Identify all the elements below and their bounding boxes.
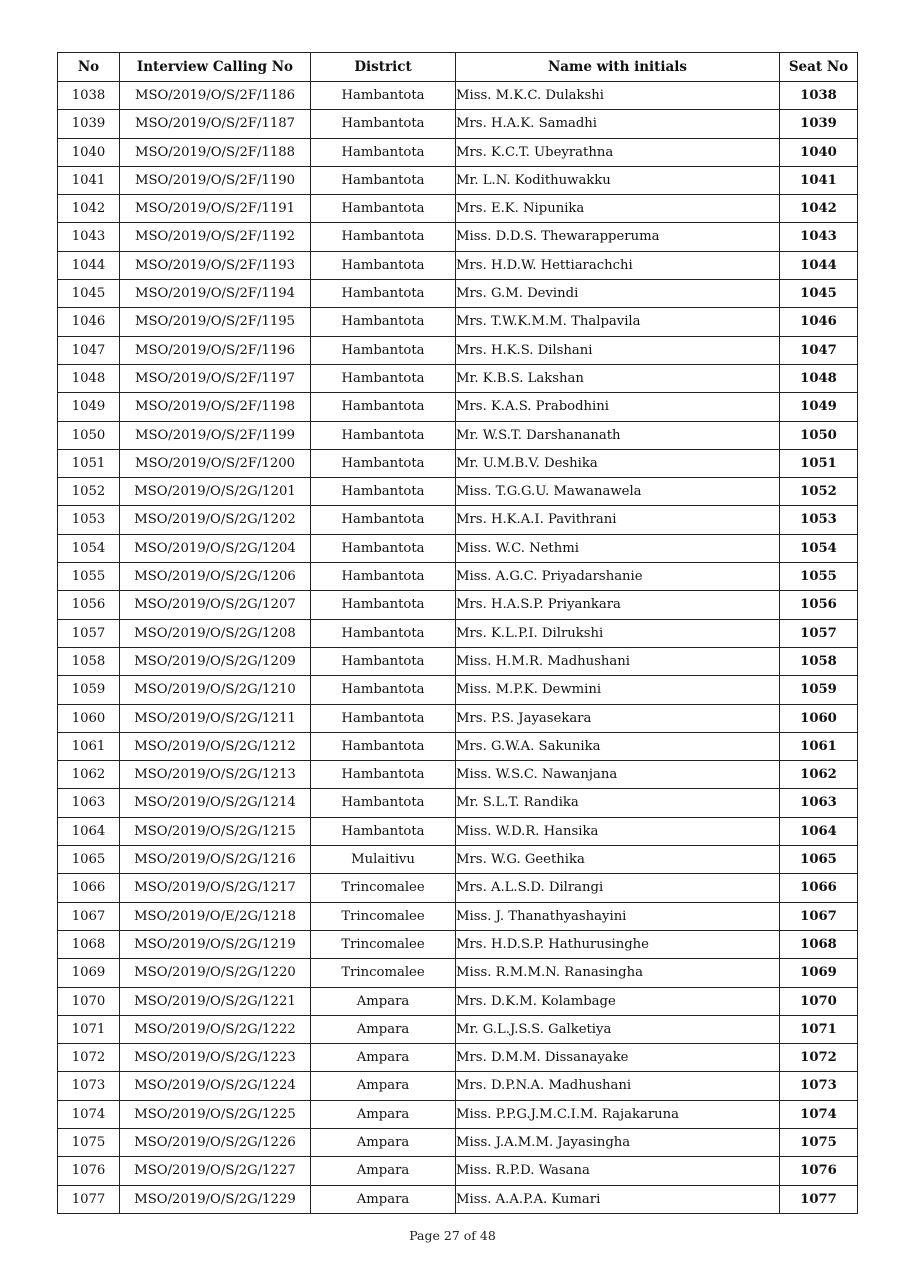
cell-no: 1041 xyxy=(58,166,120,194)
cell-name: Mrs. H.K.S. Dilshani xyxy=(456,336,780,364)
cell-district: Ampara xyxy=(311,987,456,1015)
cell-seat-no: 1059 xyxy=(780,676,858,704)
column-header-no: No xyxy=(58,53,120,82)
cell-district: Hambantota xyxy=(311,110,456,138)
table-row xyxy=(58,817,858,845)
cell-no: 1067 xyxy=(58,902,120,930)
cell-name: Mr. S.L.T. Randika xyxy=(456,789,780,817)
cell-district: Hambantota xyxy=(311,647,456,675)
cell-name: Mrs. K.C.T. Ubeyrathna xyxy=(456,138,780,166)
cell-seat-no: 1048 xyxy=(780,364,858,392)
cell-district: Hambantota xyxy=(311,534,456,562)
cell-no: 1068 xyxy=(58,930,120,958)
cell-name: Mr. G.L.J.S.S. Galketiya xyxy=(456,1015,780,1043)
cell-interview-calling-no: MSO/2019/O/S/2G/1212 xyxy=(120,732,311,760)
cell-name: Mrs. W.G. Geethika xyxy=(456,846,780,874)
cell-no: 1069 xyxy=(58,959,120,987)
cell-no: 1049 xyxy=(58,393,120,421)
cell-interview-calling-no: MSO/2019/O/S/2G/1222 xyxy=(120,1015,311,1043)
table-row xyxy=(58,789,858,817)
cell-no: 1062 xyxy=(58,761,120,789)
cell-no: 1063 xyxy=(58,789,120,817)
cell-district: Hambantota xyxy=(311,280,456,308)
cell-district: Hambantota xyxy=(311,478,456,506)
cell-interview-calling-no: MSO/2019/O/S/2F/1186 xyxy=(120,82,311,110)
cell-no: 1038 xyxy=(58,82,120,110)
cell-no: 1071 xyxy=(58,1015,120,1043)
cell-name: Mrs. K.L.P.I. Dilrukshi xyxy=(456,619,780,647)
interview-roster-table xyxy=(57,52,858,1214)
cell-no: 1055 xyxy=(58,563,120,591)
cell-name: Miss. R.M.M.N. Ranasingha xyxy=(456,959,780,987)
cell-district: Trincomalee xyxy=(311,959,456,987)
cell-interview-calling-no: MSO/2019/O/S/2F/1191 xyxy=(120,195,311,223)
cell-district: Ampara xyxy=(311,1044,456,1072)
cell-name: Miss. T.G.G.U. Mawanawela xyxy=(456,478,780,506)
cell-district: Hambantota xyxy=(311,82,456,110)
cell-name: Miss. P.P.G.J.M.C.I.M. Rajakaruna xyxy=(456,1100,780,1128)
cell-name: Mrs. H.A.S.P. Priyankara xyxy=(456,591,780,619)
cell-name: Mrs. H.K.A.I. Pavithrani xyxy=(456,506,780,534)
cell-name: Mrs. D.M.M. Dissanayake xyxy=(456,1044,780,1072)
cell-interview-calling-no: MSO/2019/O/S/2G/1210 xyxy=(120,676,311,704)
cell-no: 1077 xyxy=(58,1185,120,1213)
cell-interview-calling-no: MSO/2019/O/S/2G/1215 xyxy=(120,817,311,845)
cell-no: 1052 xyxy=(58,478,120,506)
cell-name: Miss. W.D.R. Hansika xyxy=(456,817,780,845)
cell-district: Hambantota xyxy=(311,506,456,534)
cell-district: Hambantota xyxy=(311,619,456,647)
table-row xyxy=(58,959,858,987)
cell-seat-no: 1060 xyxy=(780,704,858,732)
cell-seat-no: 1038 xyxy=(780,82,858,110)
cell-seat-no: 1041 xyxy=(780,166,858,194)
table-row xyxy=(58,534,858,562)
cell-district: Hambantota xyxy=(311,732,456,760)
cell-district: Hambantota xyxy=(311,393,456,421)
cell-district: Hambantota xyxy=(311,563,456,591)
cell-no: 1056 xyxy=(58,591,120,619)
cell-name: Mrs. E.K. Nipunika xyxy=(456,195,780,223)
cell-seat-no: 1063 xyxy=(780,789,858,817)
cell-district: Ampara xyxy=(311,1185,456,1213)
cell-interview-calling-no: MSO/2019/O/S/2G/1221 xyxy=(120,987,311,1015)
cell-interview-calling-no: MSO/2019/O/S/2G/1225 xyxy=(120,1100,311,1128)
cell-seat-no: 1056 xyxy=(780,591,858,619)
cell-district: Ampara xyxy=(311,1100,456,1128)
cell-seat-no: 1049 xyxy=(780,393,858,421)
cell-interview-calling-no: MSO/2019/O/E/2G/1218 xyxy=(120,902,311,930)
cell-seat-no: 1064 xyxy=(780,817,858,845)
cell-no: 1053 xyxy=(58,506,120,534)
cell-interview-calling-no: MSO/2019/O/S/2G/1220 xyxy=(120,959,311,987)
cell-seat-no: 1042 xyxy=(780,195,858,223)
cell-district: Hambantota xyxy=(311,449,456,477)
cell-no: 1051 xyxy=(58,449,120,477)
cell-no: 1066 xyxy=(58,874,120,902)
cell-interview-calling-no: MSO/2019/O/S/2F/1199 xyxy=(120,421,311,449)
table-row xyxy=(58,902,858,930)
cell-seat-no: 1051 xyxy=(780,449,858,477)
cell-seat-no: 1066 xyxy=(780,874,858,902)
column-header-interview-calling-no: Interview Calling No xyxy=(120,53,311,82)
cell-district: Hambantota xyxy=(311,789,456,817)
cell-district: Hambantota xyxy=(311,817,456,845)
cell-name: Miss. M.K.C. Dulakshi xyxy=(456,82,780,110)
cell-no: 1070 xyxy=(58,987,120,1015)
cell-no: 1045 xyxy=(58,280,120,308)
table-row xyxy=(58,1072,858,1100)
cell-name: Mrs. D.K.M. Kolambage xyxy=(456,987,780,1015)
column-header-seat-no: Seat No xyxy=(780,53,858,82)
cell-interview-calling-no: MSO/2019/O/S/2F/1187 xyxy=(120,110,311,138)
cell-interview-calling-no: MSO/2019/O/S/2G/1216 xyxy=(120,846,311,874)
cell-interview-calling-no: MSO/2019/O/S/2F/1200 xyxy=(120,449,311,477)
cell-name: Miss. R.P.D. Wasana xyxy=(456,1157,780,1185)
table-row xyxy=(58,647,858,675)
cell-no: 1061 xyxy=(58,732,120,760)
cell-interview-calling-no: MSO/2019/O/S/2G/1202 xyxy=(120,506,311,534)
cell-interview-calling-no: MSO/2019/O/S/2G/1208 xyxy=(120,619,311,647)
cell-district: Hambantota xyxy=(311,704,456,732)
cell-district: Hambantota xyxy=(311,195,456,223)
table-row xyxy=(58,506,858,534)
cell-no: 1060 xyxy=(58,704,120,732)
cell-interview-calling-no: MSO/2019/O/S/2G/1224 xyxy=(120,1072,311,1100)
table-row xyxy=(58,110,858,138)
cell-interview-calling-no: MSO/2019/O/S/2G/1211 xyxy=(120,704,311,732)
cell-name: Miss. J.A.M.M. Jayasingha xyxy=(456,1128,780,1156)
cell-interview-calling-no: MSO/2019/O/S/2G/1229 xyxy=(120,1185,311,1213)
cell-name: Mr. L.N. Kodithuwakku xyxy=(456,166,780,194)
table-row xyxy=(58,336,858,364)
cell-no: 1057 xyxy=(58,619,120,647)
cell-no: 1039 xyxy=(58,110,120,138)
cell-seat-no: 1040 xyxy=(780,138,858,166)
cell-no: 1050 xyxy=(58,421,120,449)
cell-seat-no: 1046 xyxy=(780,308,858,336)
table-row xyxy=(58,223,858,251)
cell-name: Mrs. H.D.S.P. Hathurusinghe xyxy=(456,930,780,958)
cell-seat-no: 1053 xyxy=(780,506,858,534)
cell-interview-calling-no: MSO/2019/O/S/2G/1223 xyxy=(120,1044,311,1072)
table-row xyxy=(58,563,858,591)
cell-interview-calling-no: MSO/2019/O/S/2G/1204 xyxy=(120,534,311,562)
cell-district: Ampara xyxy=(311,1015,456,1043)
cell-interview-calling-no: MSO/2019/O/S/2F/1188 xyxy=(120,138,311,166)
cell-name: Mrs. H.D.W. Hettiarachchi xyxy=(456,251,780,279)
table-header xyxy=(58,53,858,82)
table-row xyxy=(58,364,858,392)
header-row xyxy=(58,53,858,82)
cell-district: Hambantota xyxy=(311,251,456,279)
cell-seat-no: 1061 xyxy=(780,732,858,760)
cell-no: 1046 xyxy=(58,308,120,336)
table-row xyxy=(58,732,858,760)
cell-seat-no: 1068 xyxy=(780,930,858,958)
cell-name: Mr. U.M.B.V. Deshika xyxy=(456,449,780,477)
table-row xyxy=(58,987,858,1015)
cell-district: Ampara xyxy=(311,1157,456,1185)
table-row xyxy=(58,1128,858,1156)
cell-seat-no: 1065 xyxy=(780,846,858,874)
cell-no: 1075 xyxy=(58,1128,120,1156)
cell-name: Mrs. D.P.N.A. Madhushani xyxy=(456,1072,780,1100)
table-row xyxy=(58,449,858,477)
table-row xyxy=(58,761,858,789)
cell-no: 1065 xyxy=(58,846,120,874)
table-row xyxy=(58,195,858,223)
cell-name: Miss. W.S.C. Nawanjana xyxy=(456,761,780,789)
cell-seat-no: 1070 xyxy=(780,987,858,1015)
cell-seat-no: 1044 xyxy=(780,251,858,279)
table-row xyxy=(58,421,858,449)
table-body xyxy=(58,82,858,1214)
cell-seat-no: 1076 xyxy=(780,1157,858,1185)
cell-district: Ampara xyxy=(311,1072,456,1100)
cell-seat-no: 1052 xyxy=(780,478,858,506)
table-row xyxy=(58,1185,858,1213)
cell-name: Miss. J. Thanathyashayini xyxy=(456,902,780,930)
cell-name: Miss. A.A.P.A. Kumari xyxy=(456,1185,780,1213)
cell-interview-calling-no: MSO/2019/O/S/2G/1227 xyxy=(120,1157,311,1185)
cell-district: Hambantota xyxy=(311,138,456,166)
cell-interview-calling-no: MSO/2019/O/S/2F/1192 xyxy=(120,223,311,251)
table-row xyxy=(58,82,858,110)
table-row xyxy=(58,874,858,902)
cell-district: Mulaitivu xyxy=(311,846,456,874)
cell-name: Mrs. K.A.S. Prabodhini xyxy=(456,393,780,421)
cell-interview-calling-no: MSO/2019/O/S/2G/1214 xyxy=(120,789,311,817)
cell-no: 1074 xyxy=(58,1100,120,1128)
cell-no: 1064 xyxy=(58,817,120,845)
cell-district: Hambantota xyxy=(311,223,456,251)
cell-name: Mrs. T.W.K.M.M. Thalpavila xyxy=(456,308,780,336)
cell-district: Hambantota xyxy=(311,166,456,194)
table-row xyxy=(58,1100,858,1128)
cell-name: Miss. M.P.K. Dewmini xyxy=(456,676,780,704)
cell-district: Hambantota xyxy=(311,421,456,449)
table-row xyxy=(58,308,858,336)
cell-interview-calling-no: MSO/2019/O/S/2F/1193 xyxy=(120,251,311,279)
cell-name: Miss. H.M.R. Madhushani xyxy=(456,647,780,675)
table-row xyxy=(58,1015,858,1043)
cell-district: Hambantota xyxy=(311,364,456,392)
cell-interview-calling-no: MSO/2019/O/S/2F/1197 xyxy=(120,364,311,392)
cell-seat-no: 1073 xyxy=(780,1072,858,1100)
cell-district: Trincomalee xyxy=(311,874,456,902)
cell-no: 1042 xyxy=(58,195,120,223)
cell-seat-no: 1050 xyxy=(780,421,858,449)
cell-interview-calling-no: MSO/2019/O/S/2G/1207 xyxy=(120,591,311,619)
cell-seat-no: 1054 xyxy=(780,534,858,562)
cell-name: Mrs. G.W.A. Sakunika xyxy=(456,732,780,760)
cell-seat-no: 1039 xyxy=(780,110,858,138)
cell-district: Hambantota xyxy=(311,308,456,336)
table-row xyxy=(58,251,858,279)
cell-interview-calling-no: MSO/2019/O/S/2F/1194 xyxy=(120,280,311,308)
cell-name: Miss. W.C. Nethmi xyxy=(456,534,780,562)
cell-no: 1054 xyxy=(58,534,120,562)
cell-no: 1072 xyxy=(58,1044,120,1072)
cell-seat-no: 1062 xyxy=(780,761,858,789)
cell-seat-no: 1055 xyxy=(780,563,858,591)
cell-no: 1059 xyxy=(58,676,120,704)
cell-interview-calling-no: MSO/2019/O/S/2G/1201 xyxy=(120,478,311,506)
cell-interview-calling-no: MSO/2019/O/S/2G/1213 xyxy=(120,761,311,789)
cell-district: Trincomalee xyxy=(311,930,456,958)
table-row xyxy=(58,138,858,166)
cell-seat-no: 1074 xyxy=(780,1100,858,1128)
column-header-district: District xyxy=(311,53,456,82)
page-number: Page 27 of 48 xyxy=(409,1228,496,1243)
cell-seat-no: 1047 xyxy=(780,336,858,364)
table-row xyxy=(58,591,858,619)
table-row xyxy=(58,1044,858,1072)
cell-district: Hambantota xyxy=(311,761,456,789)
table-row xyxy=(58,676,858,704)
cell-no: 1040 xyxy=(58,138,120,166)
cell-interview-calling-no: MSO/2019/O/S/2F/1195 xyxy=(120,308,311,336)
cell-interview-calling-no: MSO/2019/O/S/2F/1196 xyxy=(120,336,311,364)
cell-interview-calling-no: MSO/2019/O/S/2F/1190 xyxy=(120,166,311,194)
cell-name: Miss. A.G.C. Priyadarshanie xyxy=(456,563,780,591)
table-row xyxy=(58,619,858,647)
cell-name: Miss. D.D.S. Thewarapperuma xyxy=(456,223,780,251)
cell-seat-no: 1058 xyxy=(780,647,858,675)
cell-no: 1073 xyxy=(58,1072,120,1100)
cell-seat-no: 1043 xyxy=(780,223,858,251)
cell-interview-calling-no: MSO/2019/O/S/2G/1217 xyxy=(120,874,311,902)
cell-district: Hambantota xyxy=(311,591,456,619)
cell-district: Trincomalee xyxy=(311,902,456,930)
cell-seat-no: 1075 xyxy=(780,1128,858,1156)
table-row xyxy=(58,1157,858,1185)
cell-name: Mrs. G.M. Devindi xyxy=(456,280,780,308)
cell-no: 1058 xyxy=(58,647,120,675)
cell-name: Mrs. H.A.K. Samadhi xyxy=(456,110,780,138)
table-row xyxy=(58,166,858,194)
cell-name: Mrs. A.L.S.D. Dilrangi xyxy=(456,874,780,902)
cell-seat-no: 1069 xyxy=(780,959,858,987)
cell-name: Mr. W.S.T. Darshananath xyxy=(456,421,780,449)
cell-seat-no: 1045 xyxy=(780,280,858,308)
cell-interview-calling-no: MSO/2019/O/S/2G/1209 xyxy=(120,647,311,675)
cell-no: 1043 xyxy=(58,223,120,251)
cell-interview-calling-no: MSO/2019/O/S/2G/1226 xyxy=(120,1128,311,1156)
cell-seat-no: 1072 xyxy=(780,1044,858,1072)
table-row xyxy=(58,393,858,421)
cell-interview-calling-no: MSO/2019/O/S/2F/1198 xyxy=(120,393,311,421)
table-row xyxy=(58,704,858,732)
table-row xyxy=(58,930,858,958)
cell-district: Hambantota xyxy=(311,676,456,704)
cell-seat-no: 1067 xyxy=(780,902,858,930)
cell-seat-no: 1057 xyxy=(780,619,858,647)
cell-district: Hambantota xyxy=(311,336,456,364)
cell-name: Mrs. P.S. Jayasekara xyxy=(456,704,780,732)
table-row xyxy=(58,846,858,874)
cell-interview-calling-no: MSO/2019/O/S/2G/1219 xyxy=(120,930,311,958)
cell-no: 1047 xyxy=(58,336,120,364)
table-row xyxy=(58,478,858,506)
cell-name: Mr. K.B.S. Lakshan xyxy=(456,364,780,392)
cell-no: 1044 xyxy=(58,251,120,279)
cell-seat-no: 1077 xyxy=(780,1185,858,1213)
cell-interview-calling-no: MSO/2019/O/S/2G/1206 xyxy=(120,563,311,591)
cell-no: 1076 xyxy=(58,1157,120,1185)
column-header-name: Name with initials xyxy=(456,53,780,82)
cell-no: 1048 xyxy=(58,364,120,392)
cell-seat-no: 1071 xyxy=(780,1015,858,1043)
table-row xyxy=(58,280,858,308)
cell-district: Ampara xyxy=(311,1128,456,1156)
